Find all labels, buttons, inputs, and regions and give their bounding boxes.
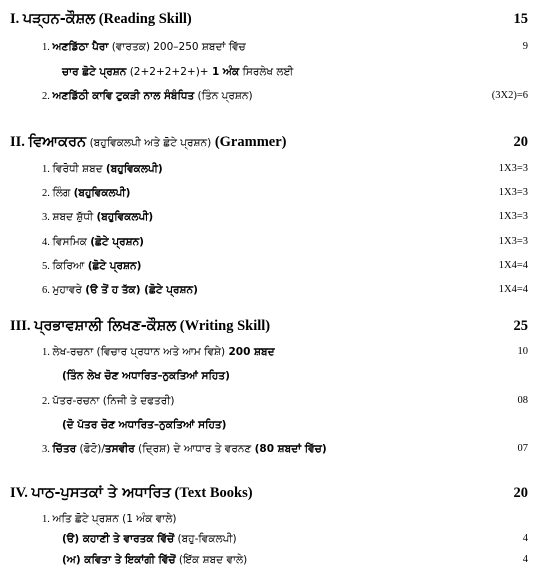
section-3-title-en: (Writing Skill) <box>179 318 271 334</box>
section-1-heading <box>10 11 192 28</box>
section-4-title-pa: ਪਾਠ-ਪੁਸਤਕਾਂ ਤੇ ਅਧਾਰਿਤ <box>31 485 171 501</box>
item-text: ਸ਼ਬਦ ਸ਼ੁੱਧੀ <box>52 211 97 223</box>
s1-item-2-marks: (3X2)=6 <box>491 90 528 101</box>
item-text: ਲਿੰਗ <box>52 187 74 199</box>
item-text-bold: (ਛੋਟੇ ਪ੍ਰਸ਼ਨ) <box>90 236 144 248</box>
item-text: ਕਿਰਿਆ <box>52 260 88 272</box>
s2-item-2 <box>42 187 130 200</box>
item-number: 2. <box>42 91 50 102</box>
s3-item-1 <box>42 346 275 359</box>
s2-item-1-marks: 1X3=3 <box>498 163 528 174</box>
s2-item-3 <box>42 211 153 224</box>
item-text-bold: (ਤਿੰਨ ਲੇਖ ਚੋਣ ਅਧਾਰਿਤ–ਨੁਕਤਿਆਂ ਸਹਿਤ) <box>62 370 230 382</box>
item-text: ਵਿਸਮਿਕ <box>52 236 91 248</box>
s1-item-1 <box>42 41 246 54</box>
item-text: ਵਿਰੋਧੀ ਸ਼ਬਦ <box>52 163 106 175</box>
item-text-bold: 1 ਅੰਕ <box>211 66 240 78</box>
s1-item-1-marks: 9 <box>522 41 528 52</box>
item-number: 1. <box>42 514 50 525</box>
item-text: (ਦ੍ਰਿਸ਼) ਦੇ ਆਧਾਰ ਤੇ ਵਰਨਣ <box>134 443 255 455</box>
s3-item-2-marks: 08 <box>517 395 528 406</box>
section-4-title-en: (Text Books) <box>174 485 253 501</box>
section-2-total: 20 <box>513 134 528 150</box>
item-text-bold: (ੳ) ਕਹਾਣੀ ਤੇ ਵਾਰਤਕ ਵਿੱਚੋਂ <box>62 533 175 545</box>
section-2-title-en: (Grammer) <box>214 134 287 150</box>
item-text: ਪੱਤਰ-ਰਚਨਾ (ਨਿਜੀ ਤੇ ਦਫਤਰੀ) <box>52 395 175 407</box>
item-text: (ਇੱਕ ਸ਼ਬਦ ਵਾਲੇ) <box>175 554 248 566</box>
s3-item-1-marks: 10 <box>517 346 528 357</box>
item-text-bold: (ਛੋਟੇ ਪ੍ਰਸ਼ਨ) <box>87 260 142 272</box>
s4-item-1b <box>62 554 247 567</box>
s2-item-6-marks: 1X4=4 <box>498 284 528 295</box>
s2-item-5-marks: 1X4=4 <box>498 260 528 271</box>
section-3-title-pa: ਪ੍ਰਭਾਵਸ਼ਾਲੀ ਲਿਖਣ-ਕੌਸ਼ਲ <box>34 318 177 334</box>
item-text: (ਵਾਰਤਕ) 200–250 ਸ਼ਬਦਾਂ ਵਿੱਚ <box>108 41 246 53</box>
item-text: (ਤਿੰਨ ਪ੍ਰਸ਼ਨ) <box>194 90 253 102</box>
item-text-bold: ਚਿੱਤਰ <box>52 443 77 455</box>
section-2-title-pa: ਵਿਆਕਰਨ <box>28 134 87 150</box>
item-text-bold: 200 ਸ਼ਬਦ <box>228 346 275 358</box>
s2-item-3-marks: 1X3=3 <box>498 211 528 222</box>
section-1-title-pa: ਪੜ੍ਹਨ-ਕੌਸ਼ਲ <box>22 11 96 27</box>
s3-item-2-sub <box>62 419 226 432</box>
item-number: 6. <box>42 285 50 296</box>
item-text: (ਫੋਟੋ)/ <box>76 443 105 455</box>
item-number: 5. <box>42 261 50 272</box>
s3-item-3 <box>42 443 327 456</box>
s1-item-2 <box>42 90 253 103</box>
s2-item-2-marks: 1X3=3 <box>498 187 528 198</box>
item-text: ਲੇਖ-ਰਚਨਾ (ਵਿਚਾਰ ਪ੍ਰਧਾਨ ਅਤੇ ਆਮ ਵਿਸ਼ੇ) <box>52 346 229 358</box>
section-4-numeral: IV. <box>10 485 28 501</box>
item-number: 4. <box>42 237 50 248</box>
section-1-total: 15 <box>513 11 528 27</box>
s4-item-1 <box>42 513 177 526</box>
s4-item-1b-marks: 4 <box>522 554 528 565</box>
item-text-bold: (ਦੋ ਪੱਤਰ ਚੋਣ ਅਧਾਰਿਤ–ਨੁਕਤਿਆਂ ਸਹਿਤ) <box>62 419 227 431</box>
s3-item-2 <box>42 395 175 408</box>
item-text: ਸਿਰਲੇਖ ਲਈ <box>239 66 294 78</box>
item-text-bold: (ਅ) ਕਵਿਤਾ ਤੇ ਇਕਾਂਗੀ ਵਿੱਚੋਂ <box>62 554 176 566</box>
section-1-title-en: (Reading Skill) <box>98 11 192 27</box>
item-text-bold: (ਬਹੁਵਿਕਲਪੀ) <box>96 211 154 223</box>
item-number: 2. <box>42 396 50 407</box>
section-4-heading <box>10 485 253 502</box>
s3-item-1-sub <box>62 370 230 383</box>
s2-item-5 <box>42 260 141 273</box>
s2-item-4 <box>42 236 144 249</box>
item-number: 3. <box>42 444 50 455</box>
item-text-bold: ਤਸਵੀਰ <box>104 443 135 455</box>
item-number: 2. <box>42 188 50 199</box>
section-3-numeral: III. <box>10 318 31 334</box>
s4-item-1a-marks: 4 <box>522 533 528 544</box>
section-2-heading <box>10 134 286 151</box>
item-text-bold: ਅਣਡਿੱਠਾ ਪੈਰਾ <box>52 41 109 53</box>
s4-item-1a <box>62 533 237 546</box>
s2-item-1 <box>42 163 163 176</box>
s2-item-4-marks: 1X3=3 <box>498 236 528 247</box>
item-number: 1. <box>42 42 50 53</box>
item-text-bold: ਅਣਡਿੱਠੀ ਕਾਵਿ ਟੁਕੜੀ ਨਾਲ ਸੰਬੰਧਿਤ <box>52 90 195 102</box>
section-2-title-mid: (ਬਹੁਵਿਕਲਪੀ ਅਤੇ ਛੋਟੇ ਪ੍ਰਸ਼ਨ) <box>89 137 212 149</box>
section-4-total: 20 <box>513 485 528 501</box>
item-text-bold: ਚਾਰ ਛੋਟੇ ਪ੍ਰਸ਼ਨ <box>62 66 127 78</box>
s1-item-1-sub <box>62 66 293 79</box>
item-text: (2+2+2+2+)+ <box>126 66 212 78</box>
item-text: ਮੁਹਾਵਰੇ <box>52 284 86 296</box>
item-text: (ਬਹੁ-ਵਿਕਲਪੀ) <box>174 533 237 545</box>
section-2-numeral: II. <box>10 134 25 150</box>
section-3-heading <box>10 318 270 335</box>
section-3-total: 25 <box>513 318 528 334</box>
item-text-bold: (80 ਸ਼ਬਦਾਂ ਵਿੱਚ) <box>254 443 327 455</box>
item-number: 1. <box>42 164 50 175</box>
s2-item-6 <box>42 284 198 297</box>
item-text-bold: (ਬਹੁਵਿਕਲਪੀ) <box>105 163 163 175</box>
item-number: 1. <box>42 347 50 358</box>
item-text: ਅਤਿ ਛੋਟੇ ਪ੍ਰਸ਼ਨ (1 ਅੰਕ ਵਾਲੇ) <box>52 513 177 525</box>
item-text-bold: (ਬਹੁਵਿਕਲਪੀ) <box>73 187 131 199</box>
s3-item-3-marks: 07 <box>517 443 528 454</box>
item-text-bold: (ੳ ਤੋਂ ਹ ਤੱਕ) (ਛੋਟੇ ਪ੍ਰਸ਼ਨ) <box>85 284 198 296</box>
section-1-numeral: I. <box>10 11 20 27</box>
item-number: 3. <box>42 212 50 223</box>
